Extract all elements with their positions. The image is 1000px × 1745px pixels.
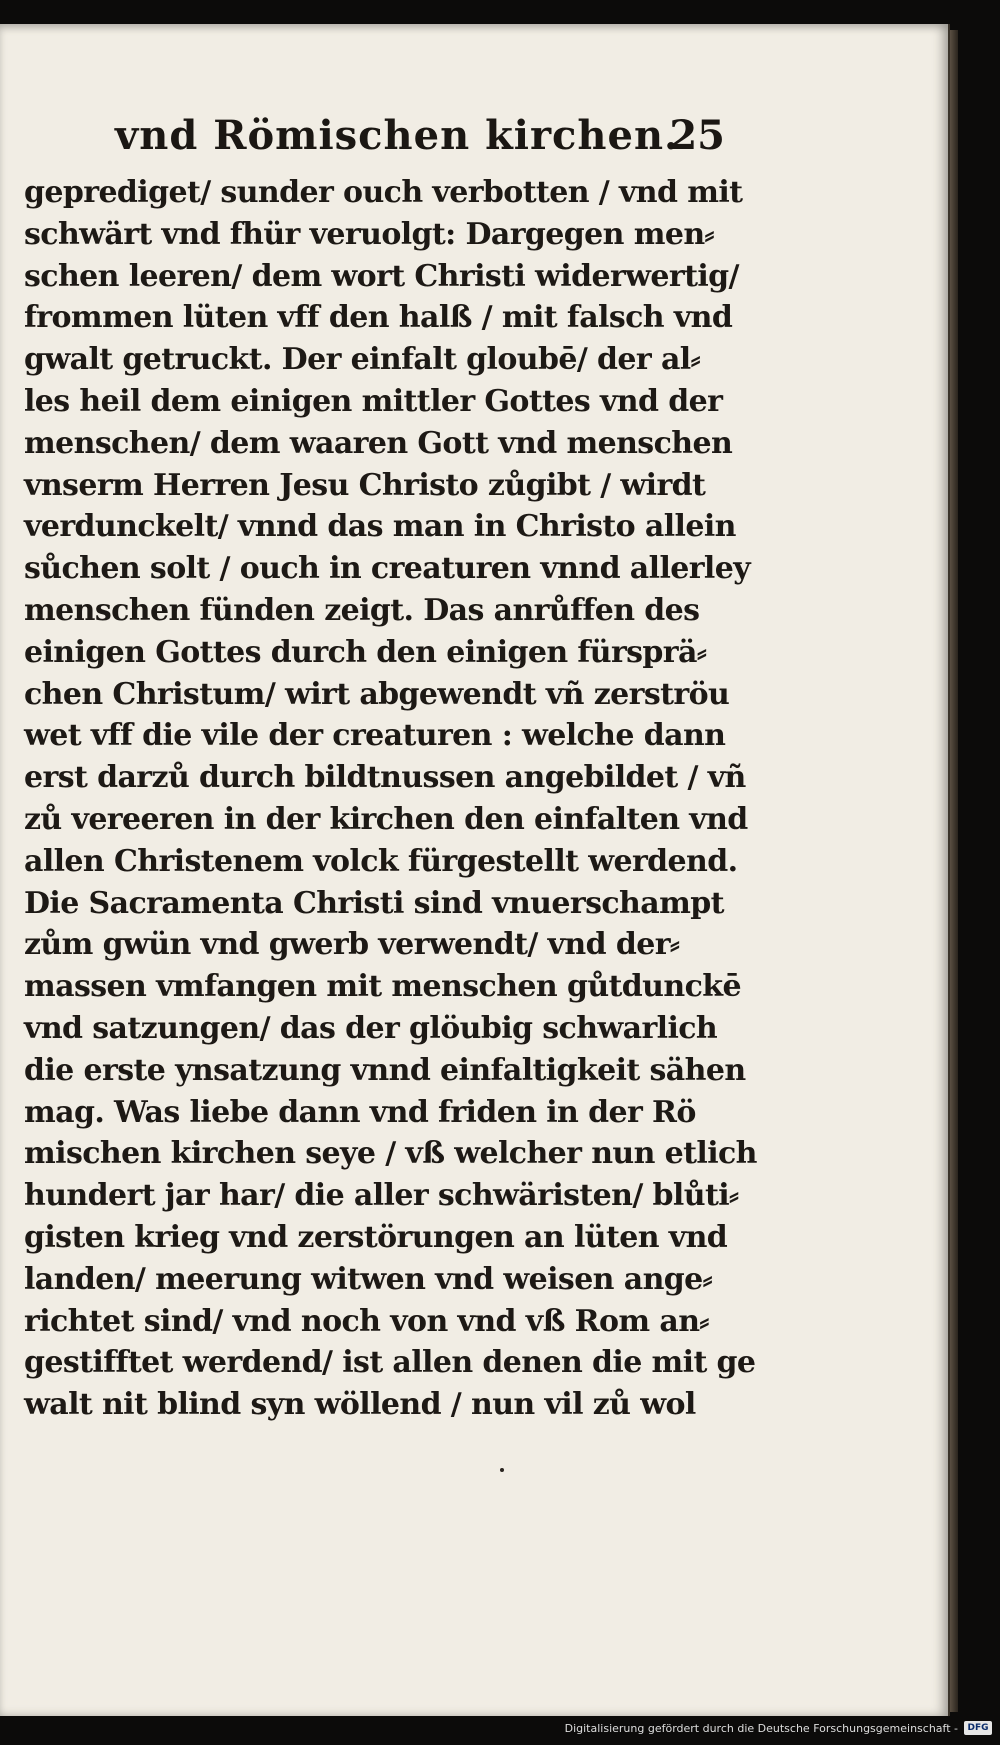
body-text (24, 172, 757, 1426)
text-line: menschen/ dem waaren Gott vnd menschen (24, 425, 733, 461)
text-line: mischen kirchen seye / vß welcher nun etlich (24, 1136, 757, 1172)
dfg-logo: DFG (964, 1721, 992, 1735)
page-edge (950, 30, 958, 1712)
running-title: vnd Römischen kirchen. (115, 112, 679, 159)
text-line: geprediget/ sunder ouch verbotten / vnd mit (24, 175, 743, 210)
text-line: gestifftet werdend/ ist allen denen die mit ge (24, 1345, 756, 1381)
text-line: richtet sind/ vnd noch von vnd vß Rom an⸗ (24, 1303, 709, 1339)
text-line: hundert jar har/ die aller schwäristen/ blůti⸗ (24, 1178, 739, 1214)
text-line: walt nit blind syn wöllend / nun vil zů wol (24, 1387, 696, 1423)
text-line: les heil dem einigen mittler Gottes vnd der (24, 383, 723, 419)
funding-credit: Digitalisierung gefördert durch die Deutsche Forschungsgemeinschaft - (564, 1722, 958, 1735)
text-line: chen Christum/ wirt abgewendt vñ zerströu (24, 676, 730, 712)
text-line: gisten krieg vnd zerstörungen an lüten vnd (24, 1219, 728, 1255)
text-line: landen/ meerung witwen vnd weisen ange⸗ (24, 1261, 713, 1297)
ink-speck (500, 1468, 504, 1472)
text-line: Die Sacramenta Christi sind vnuerschampt (24, 885, 724, 921)
text-line: schwärt vnd fhür veruolgt: Dargegen men⸗ (24, 216, 714, 252)
text-line: wet vff die vile der creaturen : welche dann (24, 718, 726, 754)
page-header (115, 112, 725, 172)
text-line: gwalt getruckt. Der einfalt gloubē/ der al⸗ (24, 342, 700, 378)
text-line: zů vereeren in der kirchen den einfalten vnd (24, 801, 748, 837)
text-line: sůchen solt / ouch in creaturen vnnd allerley (24, 551, 751, 587)
footer-bar (0, 1716, 1000, 1745)
text-line: die erste ynsatzung vnnd einfaltigkeit sähen (24, 1052, 746, 1088)
text-line: einigen Gottes durch den einigen fürsprä⸗ (24, 634, 707, 670)
text-line: frommen lüten vff den halß / mit falsch vnd (24, 300, 733, 336)
text-line: vnd satzungen/ das der glöubig schwarlich (24, 1010, 718, 1046)
text-line: mag. Was liebe dann vnd friden in der Rö (24, 1094, 696, 1130)
text-line: verdunckelt/ vnnd das man in Christo allein (24, 509, 736, 545)
text-line: menschen fünden zeigt. Das anrůffen des (24, 592, 700, 628)
text-line: vnserm Herren Jesu Christo zůgibt / wirdt (24, 467, 706, 503)
text-line: massen vmfangen mit menschen gůtdunckē (24, 969, 741, 1005)
text-line: erst darzů durch bildtnussen angebildet / vñ (24, 760, 746, 796)
text-line: zům gwün vnd gwerb verwendt/ vnd der⸗ (24, 927, 680, 963)
text-line: schen leeren/ dem wort Christi widerwertig/ (24, 258, 739, 294)
page-number: 25 (669, 112, 725, 159)
book-page (0, 24, 950, 1716)
text-line: allen Christenem volck fürgestellt werdend. (24, 843, 738, 879)
